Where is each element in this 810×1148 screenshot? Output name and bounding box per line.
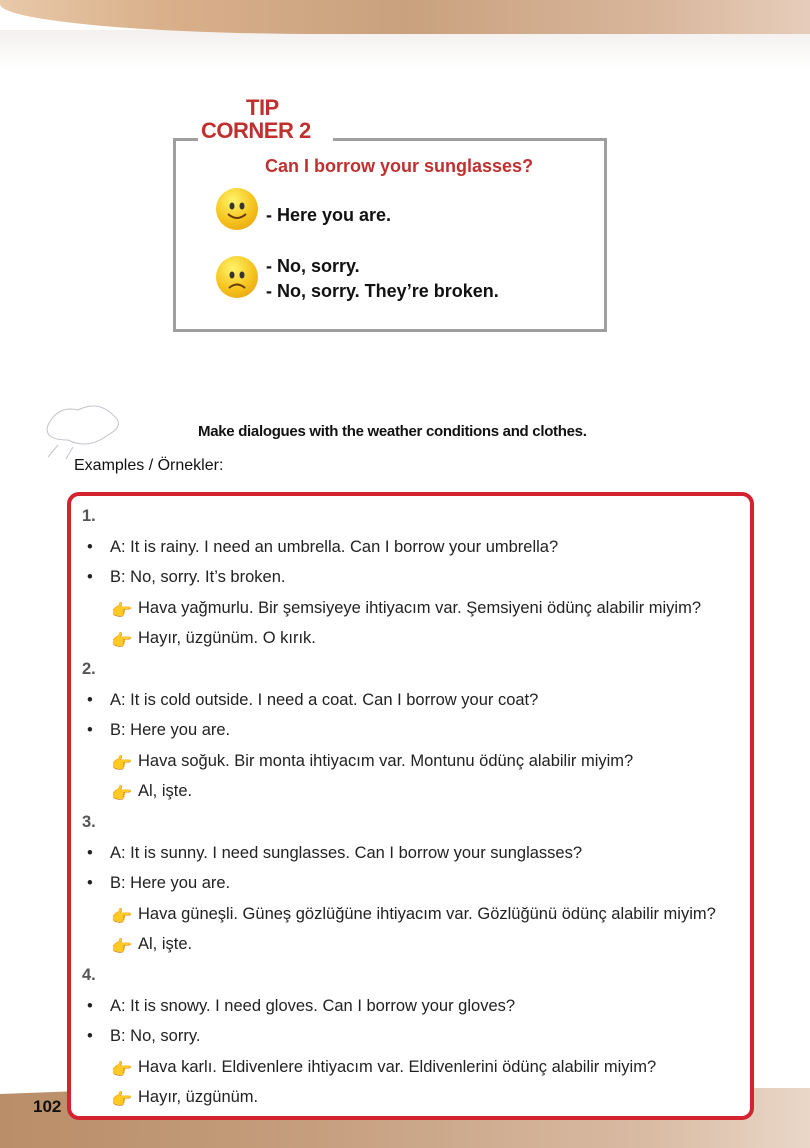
line-text: Hayır, üzgünüm. bbox=[138, 1088, 259, 1107]
bullet-icon: • bbox=[87, 568, 93, 587]
happy-face-icon bbox=[216, 188, 258, 230]
examples-label: Examples / Örnekler: bbox=[74, 457, 224, 474]
tip-question: Can I borrow your sunglasses? bbox=[265, 156, 534, 176]
section-number: 2. bbox=[82, 659, 96, 678]
translation-line bbox=[82, 901, 716, 932]
tip-corner-title bbox=[201, 96, 311, 142]
dialogue-line bbox=[82, 564, 286, 595]
translation-line bbox=[82, 1054, 657, 1085]
pointing-hand-icon: 👉 bbox=[111, 631, 133, 651]
dialogue-line bbox=[82, 870, 231, 901]
line-text: Hava yağmurlu. Bir şemsiyeye ihtiyacım var. Şemsiyeni ödünç alabilir miyim? bbox=[138, 598, 702, 617]
bullet-icon: • bbox=[87, 843, 93, 862]
page-number: 102 bbox=[33, 1097, 62, 1116]
section-number: 3. bbox=[82, 812, 96, 831]
tip-negative-answer-2: - No, sorry. They’re broken. bbox=[266, 281, 499, 301]
line-text: A: It is snowy. I need gloves. Can I borrow your gloves? bbox=[110, 996, 516, 1015]
pointing-hand-icon: 👉 bbox=[111, 600, 133, 620]
dialogue-line bbox=[82, 1023, 201, 1054]
bullet-icon: • bbox=[87, 996, 93, 1015]
line-text: A: It is rainy. I need an umbrella. Can I borrow your umbrella? bbox=[110, 537, 559, 556]
translation-line bbox=[82, 625, 316, 656]
instruction-text: Make dialogues with the weather conditions and clothes. bbox=[198, 423, 587, 440]
pointing-hand-icon: 👉 bbox=[111, 937, 133, 957]
dialogue-line bbox=[82, 840, 583, 871]
translation-line bbox=[82, 1084, 259, 1115]
section-number: 4. bbox=[82, 965, 96, 984]
line-text: Hava soğuk. Bir monta ihtiyacım var. Montunu ödünç alabilir miyim? bbox=[138, 751, 634, 770]
weather-doodle-icon bbox=[38, 395, 128, 460]
line-text: Hayır, üzgünüm. O kırık. bbox=[138, 629, 316, 648]
translation-line bbox=[82, 931, 193, 962]
line-text: B: Here you are. bbox=[110, 874, 231, 893]
line-text: Al, işte. bbox=[138, 935, 193, 954]
dialogue-line bbox=[82, 687, 539, 718]
dialogue-line bbox=[82, 534, 559, 565]
tip-negative-answer-1: - No, sorry. bbox=[266, 256, 360, 276]
translation-line bbox=[82, 595, 702, 626]
line-text: B: No, sorry. It’s broken. bbox=[110, 568, 286, 587]
tip-title-line2: CORNER 2 bbox=[201, 118, 311, 143]
dialogue-line bbox=[82, 717, 231, 748]
pointing-hand-icon: 👉 bbox=[111, 906, 133, 926]
pointing-hand-icon: 👉 bbox=[111, 1090, 133, 1110]
bullet-icon: • bbox=[87, 690, 93, 709]
sad-face-icon bbox=[216, 256, 258, 298]
page-top-band bbox=[0, 0, 810, 34]
dialogue-list bbox=[82, 503, 716, 1115]
line-text: Al, işte. bbox=[138, 782, 193, 801]
tip-title-line1: TIP bbox=[246, 95, 279, 120]
translation-line bbox=[82, 748, 634, 779]
section-number: 1. bbox=[82, 507, 96, 525]
bullet-icon: • bbox=[87, 1027, 93, 1046]
bullet-icon: • bbox=[87, 874, 93, 893]
line-text: A: It is cold outside. I need a coat. Can I borrow your coat? bbox=[110, 690, 539, 709]
line-text: Hava güneşli. Güneş gözlüğüne ihtiyacım var. Gözlüğünü ödünç alabilir miyim? bbox=[138, 904, 716, 923]
pointing-hand-icon: 👉 bbox=[111, 784, 133, 804]
bullet-icon: • bbox=[87, 537, 93, 556]
translation-line bbox=[82, 778, 193, 809]
line-text: B: Here you are. bbox=[110, 721, 231, 740]
pointing-hand-icon: 👉 bbox=[111, 1059, 133, 1079]
bullet-icon: • bbox=[87, 721, 93, 740]
dialogue-line bbox=[82, 993, 516, 1024]
tip-positive-answer: - Here you are. bbox=[266, 205, 392, 225]
page-top-shade bbox=[0, 30, 810, 70]
line-text: Hava karlı. Eldivenlere ihtiyacım var. Eldivenlerini ödünç alabilir miyim? bbox=[138, 1057, 657, 1076]
line-text: B: No, sorry. bbox=[110, 1027, 201, 1046]
line-text: A: It is sunny. I need sunglasses. Can I borrow your sunglasses? bbox=[110, 843, 583, 862]
pointing-hand-icon: 👉 bbox=[111, 753, 133, 773]
